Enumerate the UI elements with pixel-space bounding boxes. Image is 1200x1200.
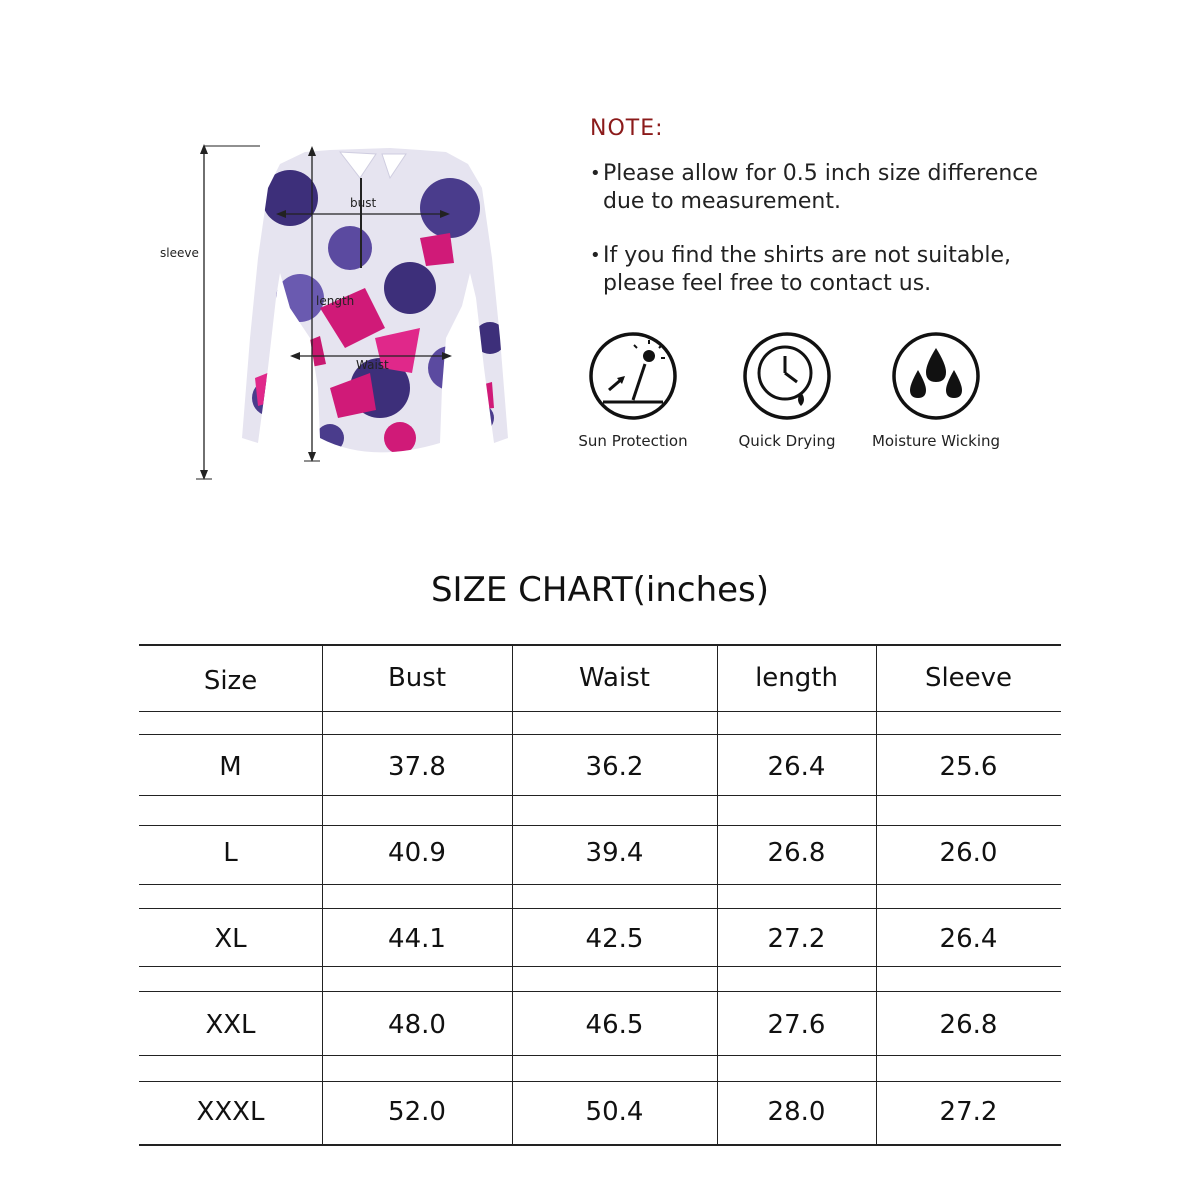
sleeve-cell: 26.4	[939, 924, 998, 954]
feature-sun-protection	[553, 330, 713, 450]
waist-cell: 39.4	[585, 838, 644, 868]
waist-measure-label: Waist	[356, 358, 389, 372]
size-cell: XL	[214, 924, 247, 954]
bust-cell: 52.0	[388, 1097, 446, 1127]
length-cell: 28.0	[767, 1097, 826, 1127]
feature-label: Sun Protection	[578, 432, 688, 450]
bust-measure-label: bust	[350, 196, 377, 210]
feature-label: Quick Drying	[738, 432, 836, 450]
sleeve-cell: 27.2	[939, 1097, 998, 1127]
feature-moisture-wicking	[856, 330, 1016, 450]
size-chart-table	[139, 644, 1061, 1146]
waist-cell: 50.4	[585, 1097, 644, 1127]
sleeve-cell: 25.6	[939, 752, 998, 782]
sleeve-measure-label: sleeve	[160, 246, 199, 260]
sun-protection-icon	[587, 330, 679, 422]
column-header-size: Size	[203, 666, 258, 696]
size-cell: M	[219, 752, 242, 782]
size-cell: L	[223, 838, 238, 868]
waist-cell: 42.5	[585, 924, 644, 954]
note-item	[590, 242, 1060, 298]
bust-cell: 37.8	[388, 752, 446, 782]
bust-cell: 44.1	[388, 924, 446, 954]
bust-cell: 40.9	[388, 838, 446, 868]
length-cell: 26.4	[767, 752, 826, 782]
length-cell: 27.6	[767, 1010, 826, 1040]
length-cell: 26.8	[767, 838, 826, 868]
column-header-waist: Waist	[579, 663, 650, 693]
bullet-icon: •	[590, 163, 601, 184]
size-cell: XXL	[205, 1010, 256, 1040]
column-header-sleeve: Sleeve	[924, 663, 1013, 693]
length-measure-label: length	[316, 294, 355, 308]
feature-quick-drying	[707, 330, 867, 450]
note-text: Please allow for 0.5 inch size difference due to measurement.	[603, 161, 1038, 214]
column-header-length: length	[755, 663, 838, 693]
length-cell: 27.2	[767, 924, 826, 954]
sleeve-cell: 26.8	[939, 1010, 998, 1040]
sleeve-cell: 26.0	[939, 838, 998, 868]
waist-cell: 46.5	[585, 1010, 644, 1040]
quick-drying-icon	[741, 330, 833, 422]
size-cell: XXXL	[196, 1097, 265, 1127]
note-item	[590, 160, 1060, 216]
shirt-illustration	[150, 138, 510, 488]
note-text: If you find the shirts are not suitable, please feel free to contact us.	[603, 243, 1011, 296]
bust-cell: 48.0	[388, 1010, 446, 1040]
waist-cell: 36.2	[585, 752, 644, 782]
size-chart-title: SIZE CHART(inches)	[430, 570, 770, 610]
column-header-bust: Bust	[387, 663, 447, 693]
note-title: NOTE:	[590, 116, 664, 141]
feature-label: Moisture Wicking	[871, 432, 1001, 450]
bullet-icon: •	[590, 245, 601, 266]
shirt-measurement-diagram	[150, 138, 510, 488]
moisture-wicking-icon	[890, 330, 982, 422]
